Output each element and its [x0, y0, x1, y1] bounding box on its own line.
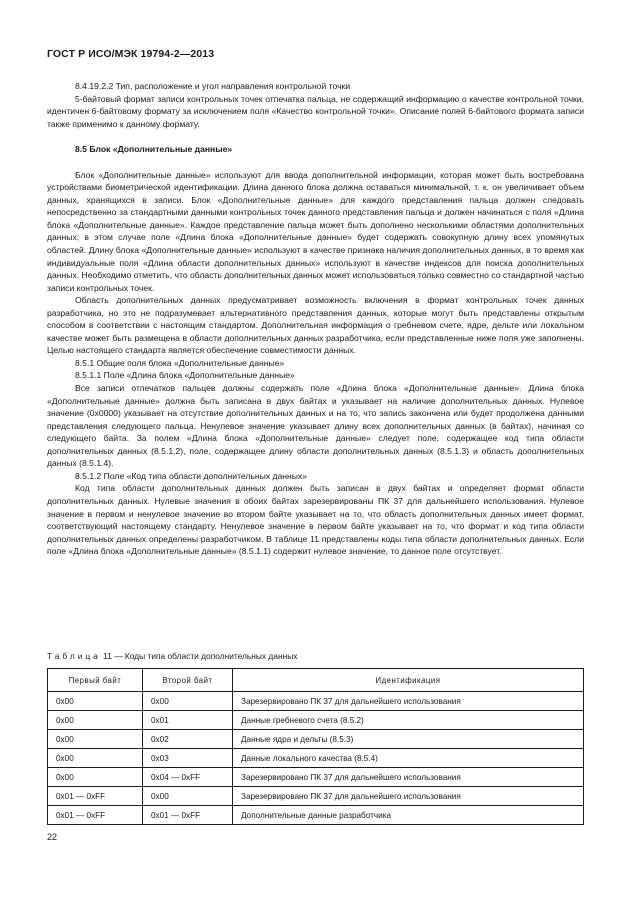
paragraph-gap	[47, 156, 584, 169]
paragraph: 8.4.19.2.2 Тип, расположение и угол направления контрольной точки	[75, 81, 351, 91]
cell-identification: Дополнительные данные разработчика	[233, 806, 584, 825]
paragraph: 8.5.1.2 Поле «Код типа области дополнительных данных»	[75, 470, 308, 481]
paragraph-gap	[47, 130, 584, 143]
cell-first-byte: 0x00	[48, 749, 143, 768]
header-identification: Идентификация	[233, 669, 584, 692]
page-number: 22	[47, 832, 58, 842]
cell-first-byte: 0x00	[48, 768, 143, 787]
table-row	[48, 749, 584, 768]
paragraph: Все записи отпечатков пальцев должны содержать поле «Длина блока «Дополнительные данные». Длина блока «Дополнительные данные» должна быть записана в двух байтах и указывает на наличие дополнительных данных. Нулевое значение (0x0000) указывает на отсутствие дополнительных данных и на то, что запись закончена или будет продолжена данными представления следующего пальца. Ненулевое значение указывает длину всех дополнительных данных (в байтах), начиная со следующего байта. За полем «Длина блока «Дополнительные данные» следует поле, содержащее код типа области дополнительных данных (8.5.1.2), поле, содержащее длину области дополнительных данных (8.5.1.3) и область дополнительных данных (8.5.1.4).	[47, 383, 584, 469]
cell-first-byte: 0x01 — 0xFF	[48, 787, 143, 806]
table-row	[48, 711, 584, 730]
header-first-byte: Первый байт	[48, 669, 143, 692]
paragraph: 8.5.1 Общие поля блока «Дополнительные данные»	[75, 357, 285, 368]
section-heading: 8.5 Блок «Дополнительные данные»	[75, 144, 233, 155]
header-second-byte: Второй байт	[143, 669, 233, 692]
document-header-title: ГОСТ Р ИСО/МЭК 19794-2—2013	[47, 48, 215, 60]
paragraph: Код типа области дополнительных данных должен быть записан в двух байтах и определяет формат области дополнительных данных. Нулевые значения в обоих байтах зарезервированы ПК 37 для дальнейшего использования. Нулевое значение в первом и ненулевое значение во втором байте указывает на то, что область дополнительных данных имеет формат, соответствующий настоящему стандарту. Ненулевое значение в первом байте указывает на то, что формат и код типа области дополнительных данных определены разработчиком. В таблице 11 представлены коды типа области дополнительных данных. Если поле «Длина блока «Дополнительные данные» (8.5.1.1) содержит нулевое значение, то данное поле отсутствует.	[47, 483, 584, 557]
table-caption-text: 11 — Коды типа области дополнительных данных	[103, 651, 298, 661]
cell-identification: Зарезервировано ПК 37 для дальнейшего использования	[233, 768, 584, 787]
cell-second-byte: 0x00	[143, 692, 233, 711]
table-row	[48, 768, 584, 787]
paragraph: Блок «Дополнительные данные» используют для ввода дополнительной информации, которая может быть востребована устройствами биометрической идентификации. Длина данного блока должна оставаться минимальной, т. к. он увеличивает объем данных, хранящихся в записи. Блок «Дополнительные данные» для каждого представления пальца должен следовать непосредственно за стандартными данными контрольных точек данного представления пальца и должен начинаться с поля «Длина блока «Дополнительные данные». Каждое представление пальца может быть дополнено несколькими областями дополнительных данных; в этом случае поле «Длина блока «Дополнительные данные» будет содержать совокупную длину всех упомянутых областей. Длину блока «Дополнительные данные» используют в качестве признака наличия дополнительных данных, в то время как индивидуальные поля «Длина области дополнительных данных» используют в качестве индексов для поиска дополнительных данных. Необходимо отметить, что область дополнительных данных может использоваться только совместно со стандартной частью записи контрольных точек.	[47, 169, 584, 293]
cell-first-byte: 0x01 — 0xFF	[48, 806, 143, 825]
cell-second-byte: 0x04 — 0xFF	[143, 768, 233, 787]
cell-identification: Зарезервировано ПК 37 для дальнейшего использования	[233, 787, 584, 806]
cell-first-byte: 0x00	[48, 730, 143, 749]
table-row	[48, 787, 584, 806]
table-row	[48, 806, 584, 825]
cell-first-byte: 0x00	[48, 692, 143, 711]
type-codes-table	[47, 668, 584, 825]
document-body	[47, 80, 584, 558]
paragraph: 5-байтовый формат записи контрольных точек отпечатка пальца, не содержащий информацию о качестве контрольной точки, идентичен 6-байтовому формату за исключением поля «Качество контрольной точки». Описание полей 6-байтового формата записи также применимо к данному формату.	[47, 93, 584, 129]
cell-identification: Данные гребневого счета (8.5.2)	[233, 711, 584, 730]
table-row	[48, 730, 584, 749]
cell-identification: Данные ядра и дельты (8.5.3)	[233, 730, 584, 749]
cell-identification: Данные локального качества (8.5.4)	[233, 749, 584, 768]
cell-second-byte: 0x00	[143, 787, 233, 806]
paragraph: 8.5.1.1 Поле «Длина блока «Дополнительные данные»	[75, 370, 295, 381]
cell-second-byte: 0x01	[143, 711, 233, 730]
table-caption	[47, 651, 297, 661]
cell-second-byte: 0x01 — 0xFF	[143, 806, 233, 825]
table-caption-label: Таблица	[47, 651, 101, 661]
table-header-row	[48, 669, 584, 692]
cell-identification: Зарезервировано ПК 37 для дальнейшего использования	[233, 692, 584, 711]
cell-first-byte: 0x00	[48, 711, 143, 730]
cell-second-byte: 0x03	[143, 749, 233, 768]
cell-second-byte: 0x02	[143, 730, 233, 749]
table-row	[48, 692, 584, 711]
paragraph: Область дополнительных данных предусматривает возможность включения в формат контрольных точек данных разработчика, но это не подразумевает альтернативного представления данных, которые могут быть представлены открытым способом в соответствии с настоящим стандартом. Дополнительная информация о гребневом счете, ядре, дельте или локальном качестве может быть размещена в области дополнительных данных разработчика, если представленные ниже поля уже заполнены. Целью настоящего стандарта является обеспечение совместимости данных.	[47, 295, 584, 356]
